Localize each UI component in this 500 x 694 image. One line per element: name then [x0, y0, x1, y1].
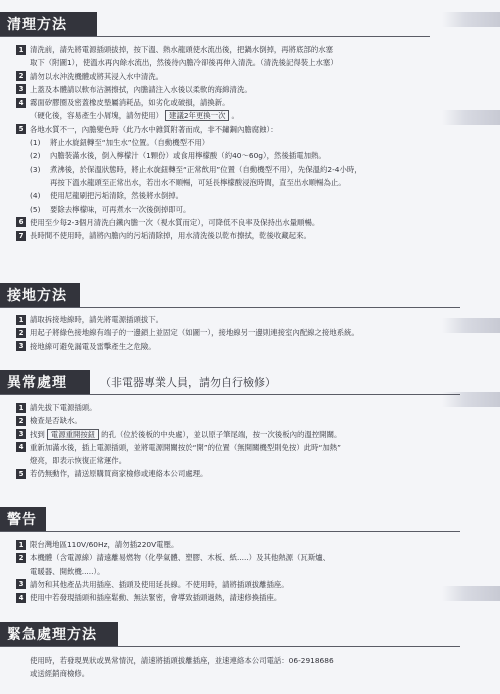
item-text: 本機體（含電源線）請遠離易燃物（化學氣體、塑膠、木板、紙.....）及其他熱源（瓦斯爐、 — [30, 553, 330, 563]
item-number-badge: 2 — [16, 328, 26, 338]
list-item — [16, 314, 488, 325]
item-text: 請勿以水沖洗機體或將其浸入水中清洗。 — [30, 71, 164, 81]
item-number-badge: 3 — [16, 84, 26, 94]
sub-step-text: 使用尼龍刷把污垢清除，然後將水倒掉。 — [50, 191, 184, 201]
item-text: 各地水質不一，內膽變色時（此乃水中雜質附著而成，非不鏽鋼內膽腐蝕）： — [30, 124, 278, 134]
list-item — [16, 429, 488, 440]
sub-step-number: (1) — [30, 138, 41, 148]
page-bleed-decoration — [442, 12, 500, 27]
abnormal-header-rule — [0, 394, 460, 395]
sub-step — [16, 137, 488, 148]
list-item — [16, 97, 488, 108]
item-text: 電暖器、開飲機.....）。 — [30, 566, 105, 576]
list-item-continuation — [16, 566, 488, 577]
sub-step-text: 再按下溫水龍頭至正常出水，若出水不順暢，可延長檸檬酸浸泡時間，直至出水順暢為止。 — [50, 177, 346, 187]
item-number-badge: 1 — [16, 315, 26, 325]
warning-section — [16, 539, 488, 605]
emergency-instruction: 使用時，若發現異狀或異常情況，請速將插頭拔離插座，並速連絡本公司電話：06-2918686 — [30, 656, 334, 665]
list-item-continuation — [16, 57, 488, 68]
emergency-text — [30, 655, 488, 666]
item-text: 取下（附圖1），使溫水再內餘水流出，然後待內膽冷卻後再伸入清洗。（清洗後記得裝上水塞） — [30, 58, 338, 68]
list-item — [16, 552, 488, 563]
item-number-badge: 4 — [16, 98, 26, 108]
item-text: 檢查是否缺水。 — [30, 416, 82, 426]
item-text: 的孔（位於後板的中央處），並以原子筆尾端，按一次後板內的溫控開關。 — [101, 429, 342, 439]
sub-step — [16, 190, 488, 201]
emergency-instruction: 或送經銷商檢修。 — [30, 669, 90, 679]
list-item — [16, 217, 488, 228]
sub-step-number: (2) — [30, 151, 41, 161]
abnormal-note: （非電器專業人員，請勿自行檢修） — [100, 376, 276, 389]
item-text: 燈亮，即表示恢復正常運作。 — [30, 456, 127, 466]
abnormal-title: 異常處理 — [0, 370, 90, 394]
grounding-header-rule — [0, 307, 460, 308]
item-number-badge: 3 — [16, 579, 26, 589]
sub-step-continuation — [16, 177, 488, 188]
item-text: 請先拔下電源插頭。 — [30, 403, 97, 412]
list-item — [16, 468, 488, 479]
item-text: 請勿和其他產品共用插座、插頭及使用延長線。不使用時，請將插頭拔離插座。 — [30, 579, 289, 589]
grounding-title: 接地方法 — [0, 283, 80, 307]
list-item — [16, 415, 488, 426]
list-item — [16, 579, 488, 590]
list-item — [16, 44, 488, 55]
sub-step-number: (3) — [30, 164, 41, 174]
warning-title: 警告 — [0, 507, 46, 531]
cleaning-header-rule — [0, 36, 430, 37]
list-item-continuation — [16, 110, 488, 121]
cleaning-section — [16, 44, 488, 243]
cleaning-header — [0, 12, 97, 36]
item-number-badge: 2 — [16, 416, 26, 426]
item-text: 若仍無動作，請送原購買商家檢修或連絡本公司處理。 — [30, 469, 208, 479]
list-item — [16, 592, 488, 603]
list-item — [16, 402, 488, 413]
abnormal-section — [16, 402, 488, 482]
list-item — [16, 539, 488, 550]
sub-step — [16, 204, 488, 215]
emergency-header-rule — [0, 646, 460, 647]
reset-button-label-box: 電源重開按鈕 — [47, 429, 99, 440]
item-number-badge: 5 — [16, 469, 26, 479]
emergency-section — [30, 655, 488, 682]
item-text: 上蓋及本體請以軟布沾濕擦拭，內膽請注入水後以柔軟的海綿清洗。 — [30, 84, 252, 94]
item-text: 。 — [231, 111, 239, 121]
item-number-badge: 6 — [16, 217, 26, 227]
list-item — [16, 442, 488, 453]
item-text: 霧面矽膠圈及密蓋橡皮墊屬消耗品，如劣化或破損，請換新。 — [30, 98, 230, 108]
item-number-badge: 1 — [16, 540, 26, 550]
item-number-badge: 1 — [16, 45, 26, 55]
item-number-badge: 7 — [16, 231, 26, 241]
list-item — [16, 230, 488, 241]
item-text: 限台灣地區110V/60Hz，請勿插220V電壓。 — [30, 540, 179, 549]
list-item — [16, 84, 488, 95]
item-number-badge: 4 — [16, 593, 26, 603]
item-text: 長時間不使用時，請將內膽內的污垢清除掉，用水清洗後以乾布擦拭，乾後收藏起來。 — [30, 231, 311, 241]
item-text: 使用中若發現插頭和插座鬆動、無法緊密，會導致插頭過熱，請速修換插座。 — [30, 593, 282, 603]
sub-step-text: 內膽裝滿水後，倒入檸檬汁（1顆份）或食用檸檬酸（約40～60g），然後插電加熱。 — [50, 151, 326, 161]
item-number-badge: 1 — [16, 403, 26, 413]
grounding-section — [16, 314, 488, 354]
list-item-continuation — [16, 455, 488, 466]
sub-step-text: 將止水旋鈕轉至“加生水”位置。（自動機型不用） — [50, 138, 210, 148]
item-text: 清洗前，請先將電源插頭拔掉，按下溫、熱水龍頭使水流出後，把鍋水倒掉，再將底部的水塞 — [30, 45, 334, 54]
item-text: 使用至少每2-3個月清洗白鐵內膽一次（視水質而定），可降低不良率及保持出水量順暢。 — [30, 217, 320, 227]
list-item — [16, 341, 488, 352]
item-number-badge: 3 — [16, 341, 26, 351]
warning-header — [0, 507, 46, 531]
sub-step-number: (4) — [30, 191, 41, 201]
item-number-badge: 4 — [16, 442, 26, 452]
item-text: 找到 — [30, 429, 45, 439]
sub-step-text: 煮沸後，於保溫狀態時，將止水旋鈕轉至“正常飲用”位置（自動機型不用），先保溫約2-4小時， — [50, 164, 362, 174]
item-number-badge: 2 — [16, 71, 26, 81]
sub-step-number: (5) — [30, 204, 41, 214]
emergency-title: 緊急處理方法 — [0, 622, 118, 646]
sub-step-text: 要除去檸檬味，可再煮水一次後倒掉即可。 — [50, 204, 191, 214]
cleaning-title: 清理方法 — [0, 12, 97, 36]
list-item — [16, 71, 488, 82]
sub-step — [16, 150, 488, 161]
item-text: 用起子將綠色接地線有端子的一邊鎖上並固定（如圖一），接地線另一邊則連接室內配線之接地系統。 — [30, 328, 359, 338]
item-text: （硬化後，容易產生小屑塊，請勿使用） — [30, 111, 164, 121]
abnormal-header — [0, 370, 276, 394]
replacement-notice-box: 建議2年更換一次 — [165, 110, 229, 121]
item-number-badge: 2 — [16, 553, 26, 563]
grounding-header — [0, 283, 80, 307]
item-text: 請取拆接地線時，請先將電源插頭拔下。 — [30, 315, 164, 324]
item-text: 接地線可避免漏電及雷擊產生之危險。 — [30, 341, 156, 351]
item-number-badge: 5 — [16, 124, 26, 134]
list-item — [16, 327, 488, 338]
item-text: 重新加滿水後，插上電源插頭，並將電源開關按於“開”的位置（無開關機型則免按）此時“加熱” — [30, 442, 341, 452]
emergency-text — [30, 668, 488, 679]
emergency-header — [0, 622, 118, 646]
warning-header-rule — [0, 531, 460, 532]
item-number-badge: 3 — [16, 429, 26, 439]
list-item — [16, 124, 488, 135]
sub-step — [16, 164, 488, 175]
